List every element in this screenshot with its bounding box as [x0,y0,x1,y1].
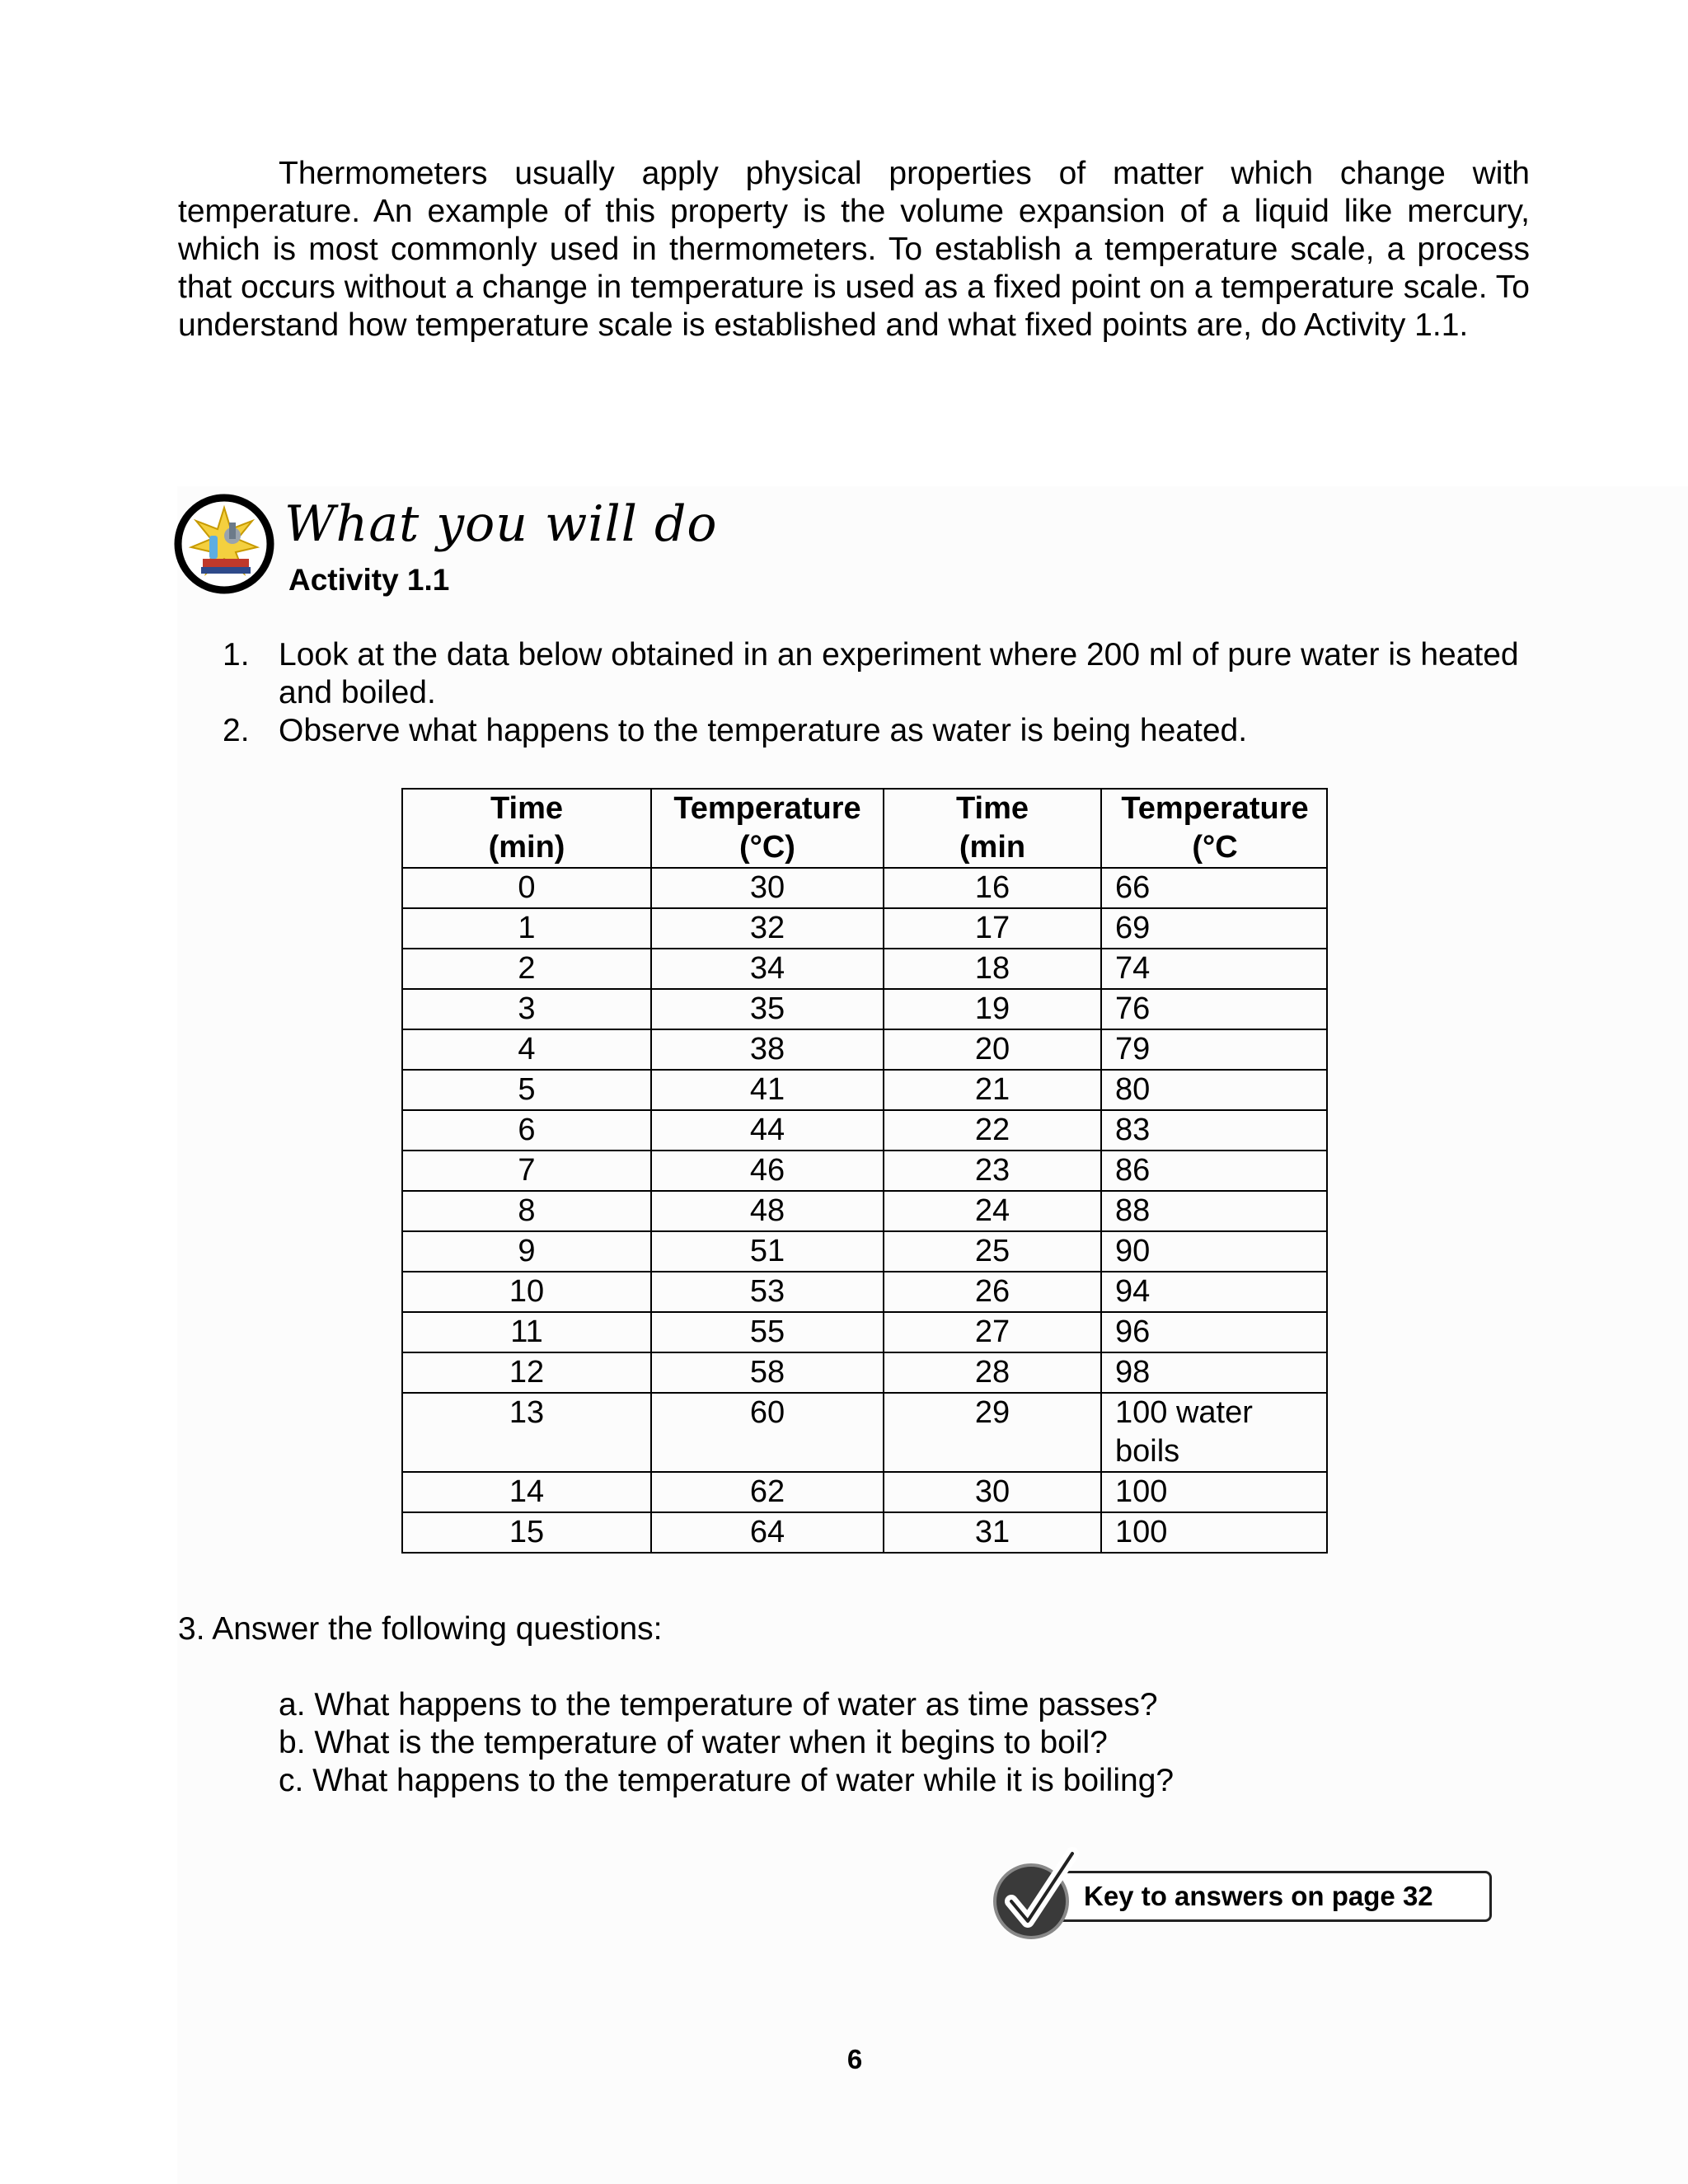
cell-time: 26 [884,1272,1101,1312]
instruction-number: 2. [223,713,250,748]
cell-temperature: 44 [651,1110,884,1151]
question-intro: 3. Answer the following questions: [178,1611,663,1647]
instruction-list [223,636,1525,750]
instruction-text: Observe what happens to the temperature as water is being heated. [279,713,1248,748]
checkmark-icon [993,1842,1084,1941]
cell-time: 11 [402,1312,651,1352]
cell-temperature: 51 [651,1231,884,1272]
cell-time: 29 [884,1393,1101,1472]
question-item: b. What is the temperature of water when it begins to boil? [279,1725,1108,1760]
cell-time: 8 [402,1191,651,1231]
cell-time: 25 [884,1231,1101,1272]
cell-temperature: 83 [1101,1110,1327,1151]
cell-time: 15 [402,1512,651,1553]
cell-time: 4 [402,1029,651,1070]
cell-temperature: 38 [651,1029,884,1070]
table-row [402,868,1327,908]
cell-temperature: 48 [651,1191,884,1231]
cell-time: 19 [884,989,1101,1029]
table-row [402,1191,1327,1231]
cell-temperature: 32 [651,908,884,949]
question-item: a. What happens to the temperature of water as time passes? [279,1687,1158,1722]
cell-time: 13 [402,1393,651,1472]
cell-temperature: 34 [651,949,884,989]
instruction-number: 1. [223,637,250,673]
cell-temperature: 46 [651,1151,884,1191]
table-row [402,1110,1327,1151]
cell-time: 18 [884,949,1101,989]
table-row [402,1352,1327,1393]
section-heading: What you will do [284,495,718,553]
cell-temperature: 53 [651,1272,884,1312]
cell-time: 1 [402,908,651,949]
table-row [402,989,1327,1029]
science-lab-icon [173,493,275,595]
table-row [402,1472,1327,1512]
table-row [402,908,1327,949]
table-row [402,1151,1327,1191]
cell-time: 30 [884,1472,1101,1512]
cell-time: 22 [884,1110,1101,1151]
answer-key-label: Key to answers on page 32 [1084,1881,1433,1911]
intro-paragraph: Thermometers usually apply physical properties of matter which change with temperature. An example of this property is the volume expansion of a liquid like mercury, which is most commonly used in thermometers. To establish a temperature scale, a process that occurs without a change in temperature is used as a fixed point on a temperature scale. To understand how temperature scale is established and what fixed points are, do Activity 1.1. [178,156,1530,343]
table-row [402,1029,1327,1070]
cell-time: 3 [402,989,651,1029]
cell-time: 21 [884,1070,1101,1110]
header-temperature: Temperature (°C [1101,789,1327,868]
cell-time: 0 [402,868,651,908]
cell-time: 6 [402,1110,651,1151]
cell-time: 7 [402,1151,651,1191]
cell-temperature: 66 [1101,868,1327,908]
table-row [402,1393,1327,1472]
instruction-item [223,636,1525,712]
cell-time: 10 [402,1272,651,1312]
table-row [402,1070,1327,1110]
cell-temperature: 88 [1101,1191,1327,1231]
table-row [402,1272,1327,1312]
page-number: 6 [846,2044,863,2074]
cell-temperature: 64 [651,1512,884,1553]
cell-time: 27 [884,1312,1101,1352]
cell-temperature: 90 [1101,1231,1327,1272]
cell-temperature: 96 [1101,1312,1327,1352]
cell-temperature: 35 [651,989,884,1029]
cell-time: 28 [884,1352,1101,1393]
table-row [402,1312,1327,1352]
table-row [402,1231,1327,1272]
header-temperature: Temperature (°C) [651,789,884,868]
cell-time: 20 [884,1029,1101,1070]
cell-time: 14 [402,1472,651,1512]
cell-temperature: 55 [651,1312,884,1352]
cell-temperature: 69 [1101,908,1327,949]
cell-temperature: 94 [1101,1272,1327,1312]
cell-time: 9 [402,1231,651,1272]
cell-temperature: 74 [1101,949,1327,989]
cell-temperature: 98 [1101,1352,1327,1393]
cell-temperature: 30 [651,868,884,908]
header-time: Time (min [884,789,1101,868]
cell-time: 2 [402,949,651,989]
cell-time: 23 [884,1151,1101,1191]
cell-temperature: 62 [651,1472,884,1512]
cell-temperature: 100 water boils [1101,1393,1327,1472]
question-list [279,1686,1174,1800]
cell-temperature: 100 [1101,1472,1327,1512]
cell-temperature: 80 [1101,1070,1327,1110]
answer-key-box [1022,1871,1492,1922]
question-item: c. What happens to the temperature of water while it is boiling? [279,1763,1175,1798]
cell-temperature: 58 [651,1352,884,1393]
instruction-text: Look at the data below obtained in an experiment where 200 ml of pure water is heated and boiled. [279,637,1519,710]
cell-temperature: 76 [1101,989,1327,1029]
table-header-row [402,789,1327,868]
cell-temperature: 86 [1101,1151,1327,1191]
cell-temperature: 100 [1101,1512,1327,1553]
header-time: Time (min) [402,789,651,868]
activity-label: Activity 1.1 [288,563,450,597]
temperature-data-table [401,788,1328,1554]
cell-temperature: 41 [651,1070,884,1110]
cell-time: 24 [884,1191,1101,1231]
table-row [402,1512,1327,1553]
cell-time: 17 [884,908,1101,949]
cell-time: 31 [884,1512,1101,1553]
cell-time: 12 [402,1352,651,1393]
cell-time: 16 [884,868,1101,908]
cell-temperature: 79 [1101,1029,1327,1070]
table-row [402,949,1327,989]
instruction-item [223,712,1525,750]
cell-time: 5 [402,1070,651,1110]
cell-temperature: 60 [651,1393,884,1472]
